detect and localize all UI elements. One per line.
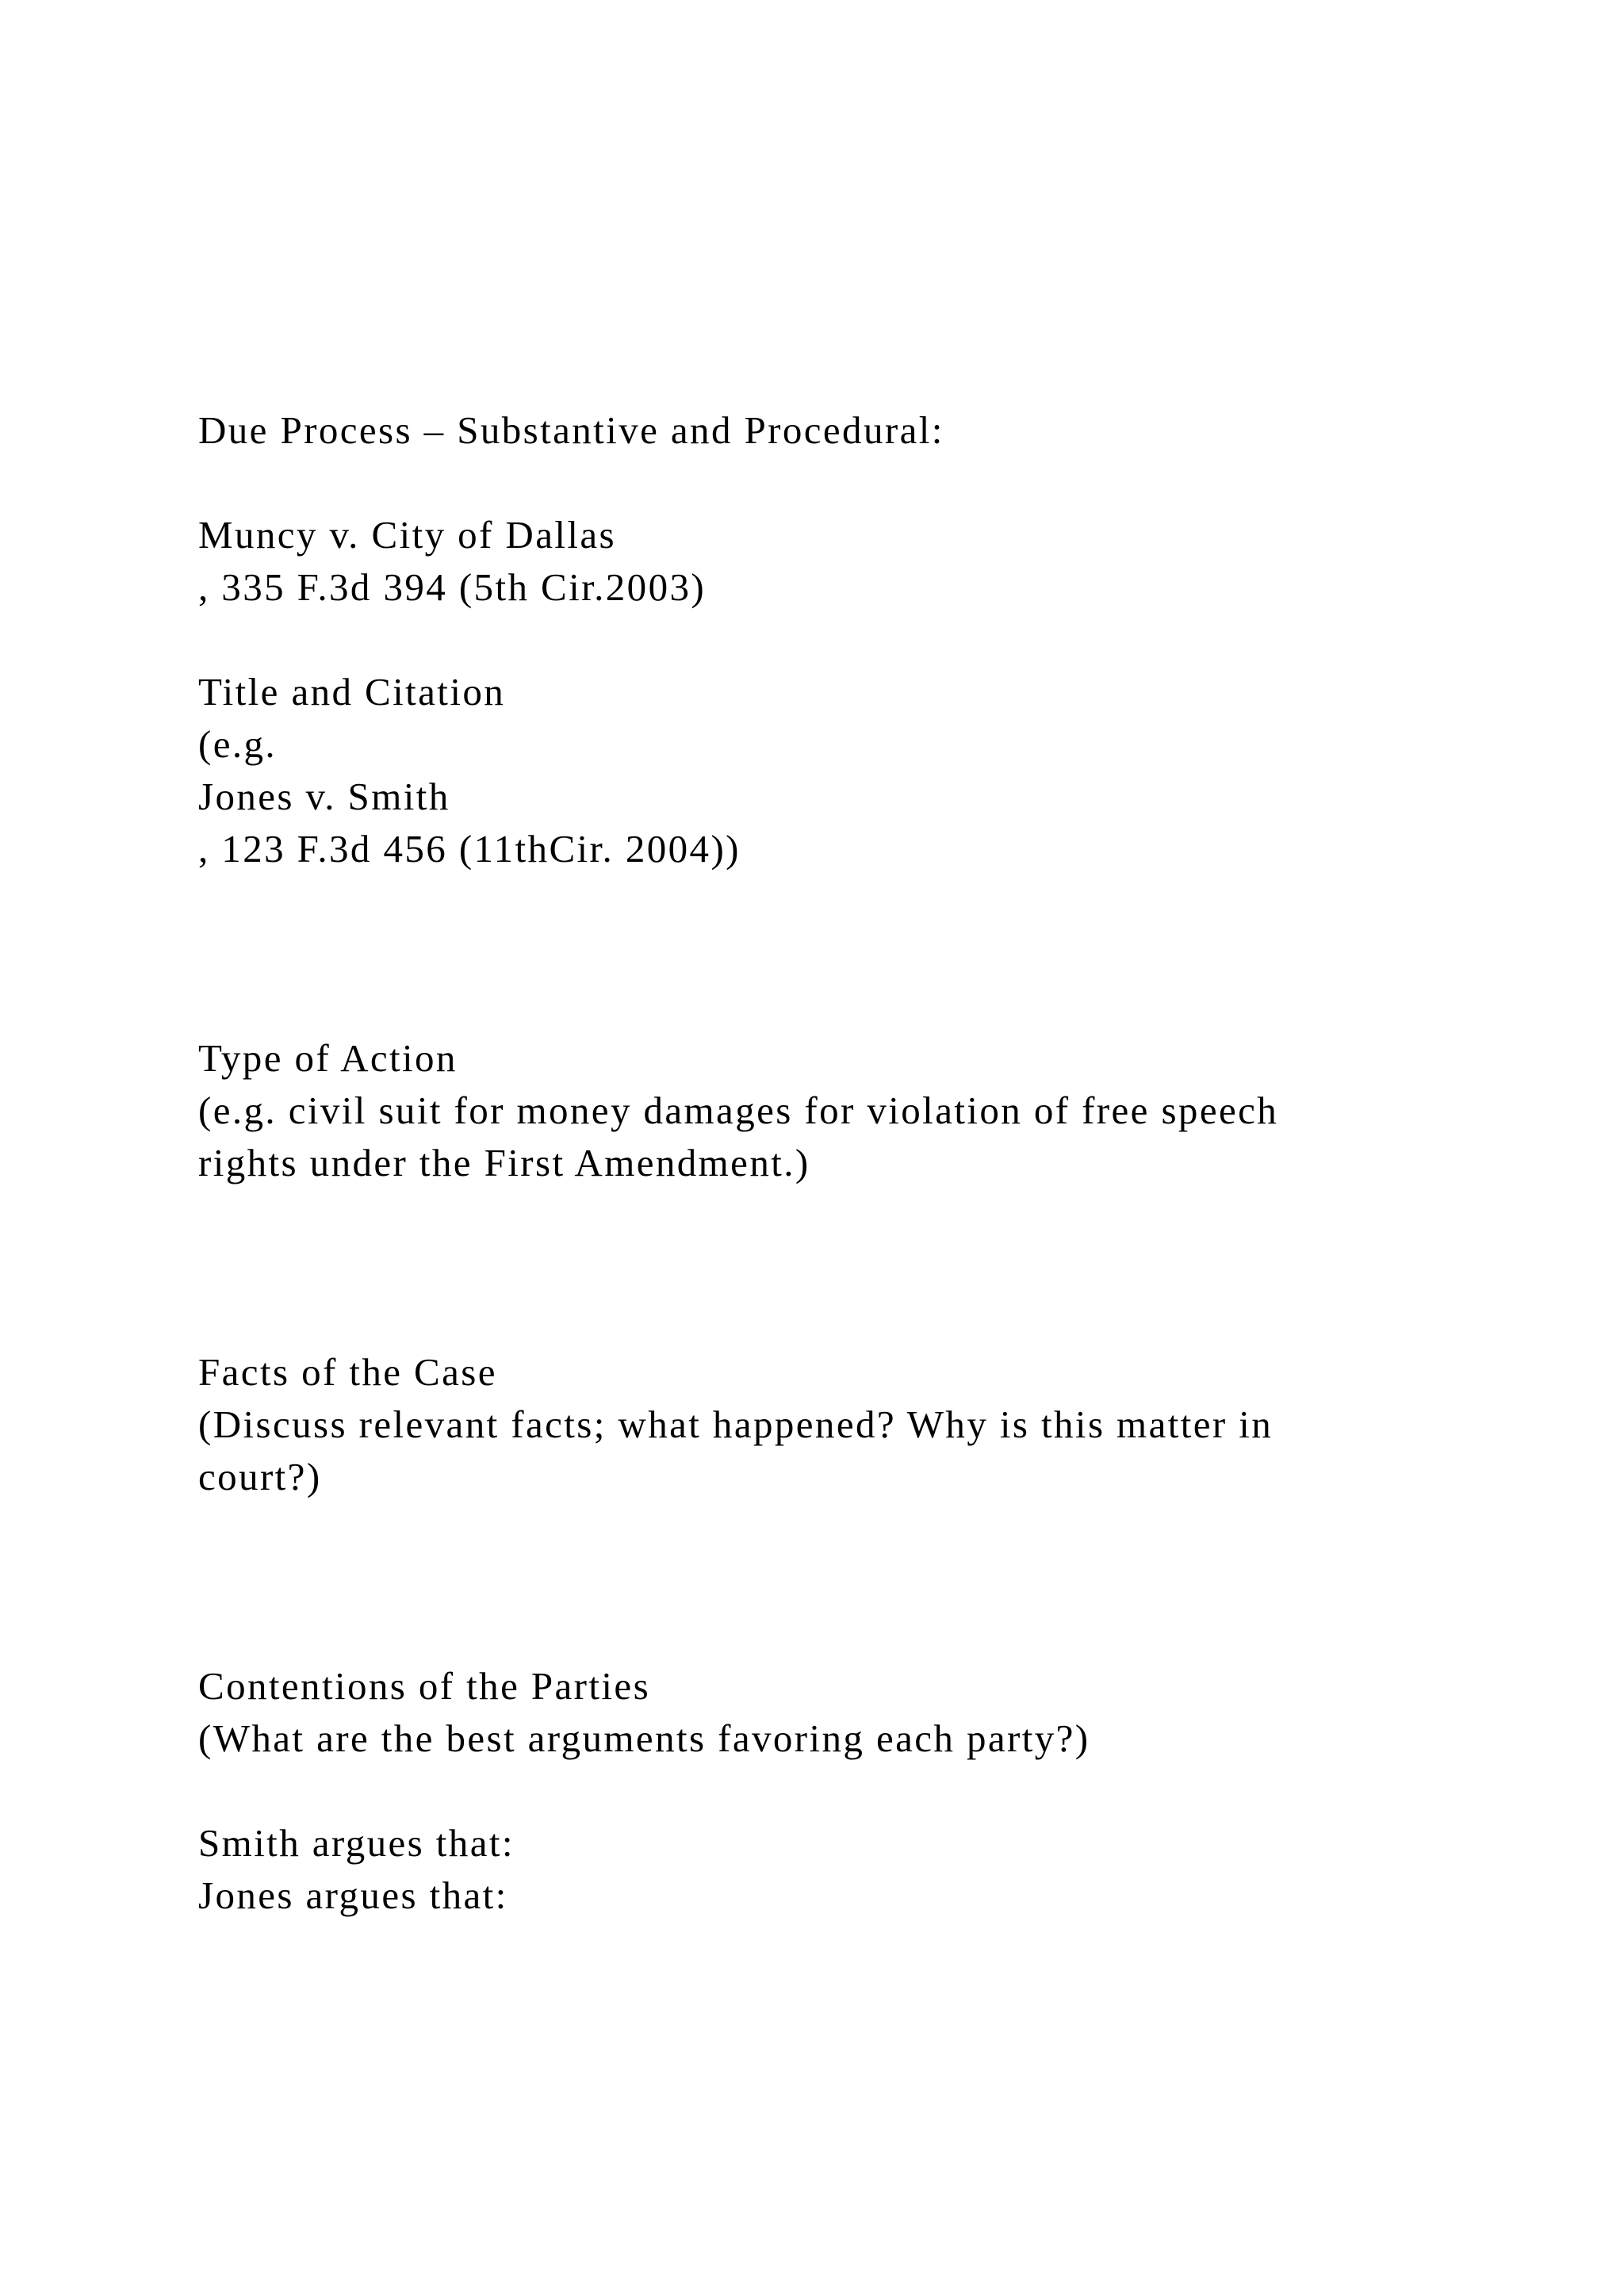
facts-hint-line2: court?) (198, 1455, 322, 1498)
contentions-hint: (What are the best arguments favoring each party?) (198, 1716, 1090, 1760)
type-of-action-label: Type of Action (198, 1036, 458, 1080)
title-citation-hint-case: Jones v. Smith (198, 775, 450, 818)
facts-hint-line1: (Discuss relevant facts; what happened? Why is this matter in (198, 1402, 1274, 1446)
type-of-action-hint-line1: (e.g. civil suit for money damages for violation of free speech (198, 1089, 1279, 1132)
title-citation-hint-open: (e.g. (198, 722, 278, 766)
type-of-action-hint-line2: rights under the First Amendment.) (198, 1141, 810, 1184)
document-heading: Due Process – Substantive and Procedural: (198, 408, 944, 452)
case-citation: , 335 F.3d 394 (5th Cir.2003) (198, 565, 707, 609)
title-citation-hint-citation: , 123 F.3d 456 (11thCir. 2004)) (198, 827, 741, 871)
contentions-label: Contentions of the Parties (198, 1664, 651, 1708)
facts-label: Facts of the Case (198, 1350, 497, 1394)
party-smith-argument: Smith argues that: (198, 1821, 515, 1865)
party-jones-argument: Jones argues that: (198, 1873, 508, 1917)
title-citation-label: Title and Citation (198, 670, 506, 714)
case-name: Muncy v. City of Dallas (198, 513, 616, 557)
